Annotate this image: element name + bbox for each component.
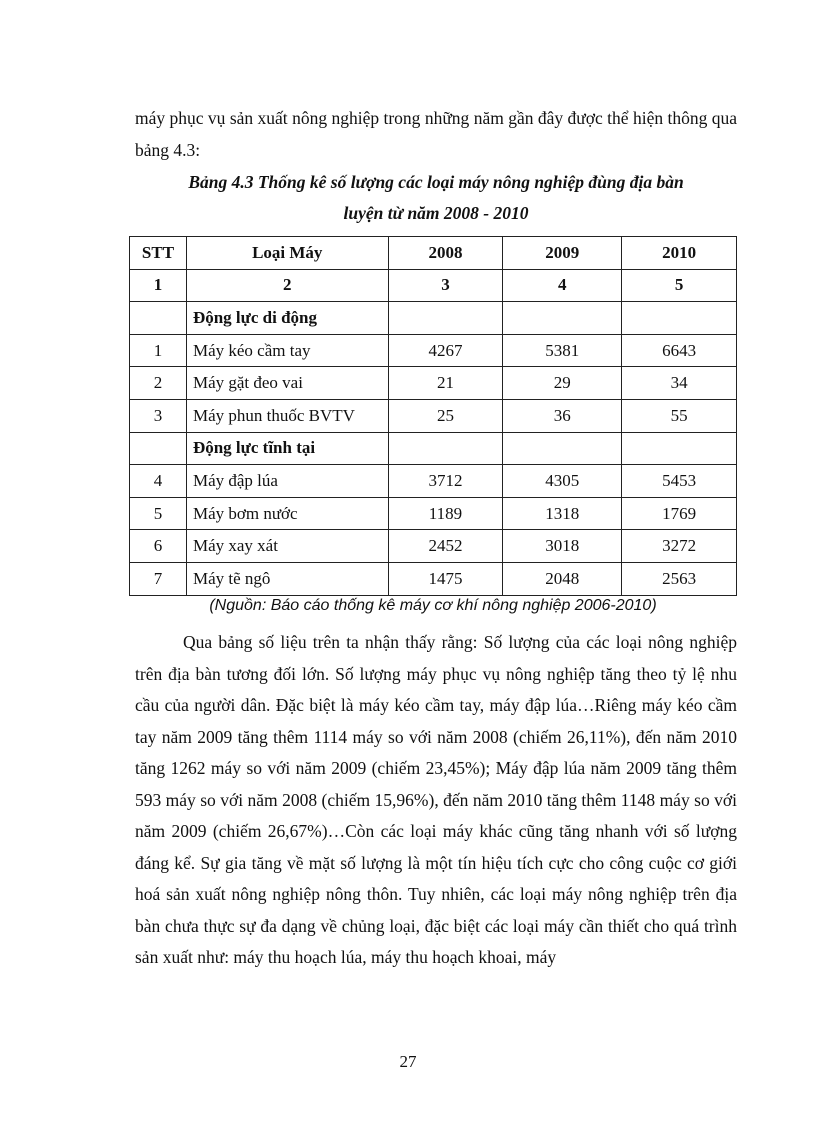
row-value-2010: 3272 (622, 530, 737, 563)
column-number: 4 (503, 269, 622, 302)
row-value-2009: 29 (503, 367, 622, 400)
row-machine-name: Máy kéo cầm tay (186, 334, 388, 367)
empty-cell (130, 432, 187, 465)
table-caption-line-2: luyện từ năm 2008 - 2010 (343, 203, 529, 223)
row-value-2008: 25 (388, 399, 503, 432)
row-value-2009: 36 (503, 399, 622, 432)
row-value-2008: 3712 (388, 465, 503, 498)
column-number: 1 (130, 269, 187, 302)
header-machine-type: Loại Máy (186, 237, 388, 270)
table-source-note: (Nguồn: Báo cáo thống kê máy cơ khí nông nghiệp 2006-2010) (209, 597, 657, 614)
row-value-2009: 1318 (503, 497, 622, 530)
group-title-stationary: Động lực tĩnh tại (186, 432, 388, 465)
header-stt: STT (130, 237, 187, 270)
header-2010: 2010 (622, 237, 737, 270)
empty-cell (503, 302, 622, 335)
table-row (130, 562, 737, 595)
row-stt: 4 (130, 465, 187, 498)
row-stt: 3 (130, 399, 187, 432)
page-number: 27 (399, 1052, 417, 1071)
empty-cell (388, 302, 503, 335)
row-value-2010: 55 (622, 399, 737, 432)
empty-cell (388, 432, 503, 465)
table-row (130, 367, 737, 400)
row-machine-name: Máy phun thuốc BVTV (186, 399, 388, 432)
row-value-2009: 3018 (503, 530, 622, 563)
table-row (130, 465, 737, 498)
analysis-text: Qua bảng số liệu trên ta nhận thấy rằng: Số lượng của các loại nông nghiệp trên địa bàn tương đối lớn. Số lượng máy phục vụ nông nghiệp tăng theo tỷ lệ nhu cầu của người dân. Đặc biệt là máy kéo cầm tay, máy đập lúa…Riêng máy kéo cầm tay năm 2009 tăng thêm 1114 máy so với năm 2008 (chiếm 26,11%), đến năm 2010 tăng 1262 máy so với năm 2009 (chiếm 23,45%); Máy đập lúa năm 2009 tăng thêm 593 máy so với năm 2008 (chiếm 15,96%), đến năm 2010 tăng thêm 1148 máy so với năm 2009 (chiếm 26,67%)…Còn các loại máy khác cũng tăng nhanh với số lượng đáng kể. Sự gia tăng về mặt số lượng là một tín hiệu tích cực cho công cuộc cơ giới hoá sản xuất nông nghiệp nông thôn. Tuy nhiên, các loại máy nông nghiệp trên địa bàn chưa thực sự đa dạng về chủng loại, đặc biệt các loại máy cần thiết cho quá trình sản xuất như: máy thu hoạch lúa, máy thu hoạch khoai, máy (135, 632, 737, 967)
table-caption-line-1: Bảng 4.3 Thống kê số lượng các loại máy nông nghiệp đùng địa bàn (188, 172, 684, 192)
table-header-row (130, 237, 737, 270)
row-value-2010: 1769 (622, 497, 737, 530)
row-machine-name: Máy đập lúa (186, 465, 388, 498)
row-machine-name: Máy bơm nước (186, 497, 388, 530)
row-value-2008: 21 (388, 367, 503, 400)
row-value-2009: 2048 (503, 562, 622, 595)
column-number: 3 (388, 269, 503, 302)
row-stt: 1 (130, 334, 187, 367)
header-2009: 2009 (503, 237, 622, 270)
group-title-mobile: Động lực di động (186, 302, 388, 335)
empty-cell (130, 302, 187, 335)
group-row (130, 432, 737, 465)
row-value-2008: 1189 (388, 497, 503, 530)
table-row (130, 399, 737, 432)
column-number: 5 (622, 269, 737, 302)
row-value-2010: 34 (622, 367, 737, 400)
row-stt: 5 (130, 497, 187, 530)
row-value-2008: 2452 (388, 530, 503, 563)
row-machine-name: Máy tẽ ngô (186, 562, 388, 595)
column-number-row (130, 269, 737, 302)
empty-cell (622, 432, 737, 465)
row-stt: 7 (130, 562, 187, 595)
row-value-2009: 4305 (503, 465, 622, 498)
column-number: 2 (186, 269, 388, 302)
intro-paragraph: máy phục vụ sản xuất nông nghiệp trong những năm gần đây được thể hiện thông qua bảng 4.3: (135, 108, 737, 160)
header-2008: 2008 (388, 237, 503, 270)
row-machine-name: Máy gặt đeo vai (186, 367, 388, 400)
analysis-paragraph (135, 627, 737, 974)
row-value-2009: 5381 (503, 334, 622, 367)
machines-table (129, 236, 737, 596)
row-machine-name: Máy xay xát (186, 530, 388, 563)
empty-cell (503, 432, 622, 465)
row-value-2010: 6643 (622, 334, 737, 367)
row-value-2010: 2563 (622, 562, 737, 595)
table-row (130, 497, 737, 530)
row-stt: 6 (130, 530, 187, 563)
table-row (130, 334, 737, 367)
row-value-2010: 5453 (622, 465, 737, 498)
group-row (130, 302, 737, 335)
row-value-2008: 1475 (388, 562, 503, 595)
row-value-2008: 4267 (388, 334, 503, 367)
table-row (130, 530, 737, 563)
empty-cell (622, 302, 737, 335)
row-stt: 2 (130, 367, 187, 400)
